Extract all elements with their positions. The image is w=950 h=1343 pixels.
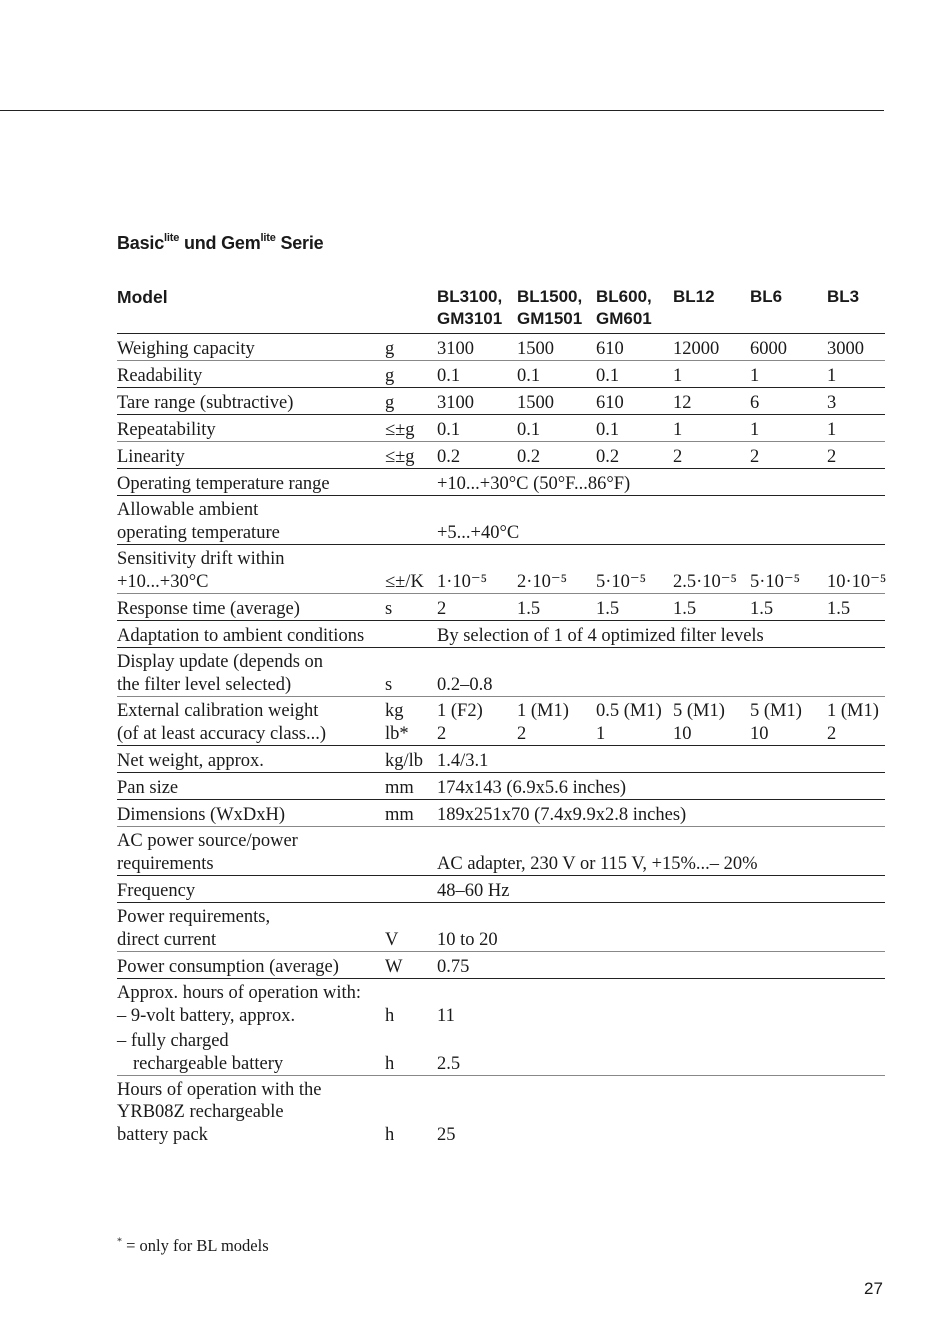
- spec-unit: W: [385, 952, 437, 979]
- spec-value: 6: [750, 388, 827, 415]
- spec-row: [117, 1076, 885, 1147]
- spec-label: [117, 594, 385, 621]
- spec-value: 2: [673, 442, 750, 469]
- spec-label-line: Power requirements,: [117, 907, 271, 927]
- spec-unit: [385, 876, 437, 903]
- spec-row: [117, 361, 885, 388]
- spec-value: 610: [596, 388, 673, 415]
- spec-label-line: Operating temperature range: [117, 473, 330, 494]
- spec-value: +10...+30°C (50°F...86°F): [437, 469, 885, 496]
- spec-label: [117, 746, 385, 773]
- spec-unit: s: [385, 594, 437, 621]
- spec-label-line: Response time (average): [117, 598, 300, 619]
- header-model: BL3100, GM3101: [437, 284, 517, 334]
- spec-label: [117, 469, 385, 496]
- spec-value: 12: [673, 388, 750, 415]
- spec-label: [117, 827, 385, 876]
- spec-value: [750, 697, 827, 746]
- spec-row: [117, 903, 885, 952]
- spec-label-line: Net weight, approx.: [117, 750, 264, 771]
- spec-value-line: 5 (M1): [673, 701, 725, 721]
- spec-label: [117, 1076, 385, 1147]
- spec-label-line: Power consumption (average): [117, 956, 339, 977]
- spec-row: [117, 746, 885, 773]
- spec-label: [117, 979, 385, 1028]
- spec-label-line: Tare range (subtractive): [117, 392, 294, 413]
- header-model: BL1500, GM1501: [517, 284, 596, 334]
- top-rule: [0, 110, 884, 111]
- spec-value: By selection of 1 of 4 optimized filter levels: [437, 621, 885, 648]
- spec-unit: g: [385, 334, 437, 361]
- footnote: * = only for BL models: [117, 1236, 269, 1255]
- spec-value: 1: [750, 361, 827, 388]
- spec-value: 3: [827, 388, 885, 415]
- header-model: BL3: [827, 284, 885, 334]
- spec-label-line: Frequency: [117, 880, 196, 901]
- spec-label-line: Linearity: [117, 446, 185, 467]
- spec-label-line: Allowable ambient: [117, 500, 259, 520]
- spec-label-line: operating temperature: [117, 522, 280, 543]
- header-row: [117, 284, 885, 334]
- spec-unit: V: [385, 903, 437, 952]
- spec-value: 5·10⁻⁵: [750, 545, 827, 594]
- spec-value: [673, 697, 750, 746]
- spec-label: [117, 1027, 385, 1076]
- spec-row: [117, 876, 885, 903]
- spec-value: 2.5: [437, 1027, 885, 1076]
- spec-value: AC adapter, 230 V or 115 V, +15%...– 20%: [437, 827, 885, 876]
- spec-value: 1500: [517, 334, 596, 361]
- spec-row: [117, 545, 885, 594]
- spec-unit: g: [385, 388, 437, 415]
- spec-label-line: Repeatability: [117, 419, 216, 440]
- spec-value: [596, 697, 673, 746]
- spec-value: 2.5·10⁻⁵: [673, 545, 750, 594]
- spec-value-line: 2: [517, 723, 527, 744]
- spec-unit: h: [385, 1027, 437, 1076]
- spec-label-line: (of at least accuracy class...): [117, 723, 327, 744]
- spec-value: 10 to 20: [437, 903, 885, 952]
- spec-value-line: 10: [673, 723, 692, 744]
- spec-value: 0.1: [517, 361, 596, 388]
- spec-value: 1: [827, 361, 885, 388]
- spec-label: [117, 952, 385, 979]
- spec-label: [117, 773, 385, 800]
- spec-value: 25: [437, 1124, 456, 1145]
- spec-row: [117, 621, 885, 648]
- header-unit: [385, 284, 437, 334]
- spec-label-line: External calibration weight: [117, 701, 319, 721]
- spec-row: [117, 334, 885, 361]
- spec-unit: mm: [385, 773, 437, 800]
- spec-label-line: Adaptation to ambient conditions: [117, 625, 365, 646]
- spec-value: 0.2: [596, 442, 673, 469]
- spec-value-line: 10: [750, 723, 769, 744]
- spec-unit: [385, 469, 437, 496]
- spec-value: 0.75: [437, 952, 885, 979]
- spec-unit: ≤±g: [385, 442, 437, 469]
- spec-label: [117, 415, 385, 442]
- spec-label-line: Weighing capacity: [117, 338, 255, 359]
- spec-value: 1.5: [827, 594, 885, 621]
- header-model: BL600, GM601: [596, 284, 673, 334]
- spec-value: 2·10⁻⁵: [517, 545, 596, 594]
- spec-value-line: 1 (M1): [517, 701, 569, 721]
- spec-value-line: 2: [827, 723, 837, 744]
- page-number: 27: [864, 1279, 883, 1298]
- spec-label-line: rechargeable battery: [133, 1053, 284, 1074]
- spec-value: 1.5: [596, 594, 673, 621]
- spec-value-line: 1 (M1): [827, 701, 879, 721]
- spec-value: 1.4/3.1: [437, 746, 885, 773]
- spec-label-line: +10...+30°C: [117, 571, 209, 592]
- spec-value: 0.1: [437, 415, 517, 442]
- spec-label-line: Dimensions (WxDxH): [117, 804, 286, 825]
- spec-row: [117, 1027, 885, 1076]
- spec-value: 1.5: [517, 594, 596, 621]
- spec-label: [117, 388, 385, 415]
- spec-value: +5...+40°C: [437, 496, 885, 545]
- spec-value: 3100: [437, 388, 517, 415]
- spec-unit: [385, 496, 437, 545]
- spec-row: [117, 773, 885, 800]
- spec-row: [117, 827, 885, 876]
- spec-row: [117, 388, 885, 415]
- spec-value: 610: [596, 334, 673, 361]
- spec-row: [117, 979, 885, 1028]
- spec-label: [117, 800, 385, 827]
- spec-row: [117, 697, 885, 746]
- spec-value: 0.2–0.8: [437, 648, 885, 697]
- spec-label-line: Pan size: [117, 777, 179, 798]
- spec-value: [827, 697, 885, 746]
- spec-value: 0.1: [517, 415, 596, 442]
- spec-value: 12000: [673, 334, 750, 361]
- spec-label-line: Display update (depends on: [117, 652, 324, 672]
- spec-row: [117, 442, 885, 469]
- spec-label-line: requirements: [117, 853, 214, 874]
- spec-label-line: Approx. hours of operation with:: [117, 983, 362, 1003]
- spec-value-line: 5 (M1): [750, 701, 802, 721]
- spec-unit-line: lb*: [385, 723, 409, 744]
- spec-value-line: 1 (F2): [437, 701, 483, 721]
- spec-label: [117, 876, 385, 903]
- spec-label-line: battery pack: [117, 1124, 208, 1145]
- spec-unit: mm: [385, 800, 437, 827]
- spec-unit: ≤±g: [385, 415, 437, 442]
- specifications-table: [117, 284, 885, 1146]
- header-label: Model: [117, 284, 385, 334]
- spec-value: 0.1: [596, 415, 673, 442]
- spec-value: 1500: [517, 388, 596, 415]
- spec-label: [117, 545, 385, 594]
- spec-unit-line: kg: [385, 701, 404, 721]
- spec-value-line: 2: [437, 723, 447, 744]
- spec-label: [117, 697, 385, 746]
- spec-label: [117, 442, 385, 469]
- spec-value-line: 0.5 (M1): [596, 701, 662, 721]
- spec-label: [117, 621, 385, 648]
- spec-row: [117, 594, 885, 621]
- spec-row: [117, 800, 885, 827]
- spec-value: 1: [673, 361, 750, 388]
- spec-unit: g: [385, 361, 437, 388]
- spec-value: 48–60 Hz: [437, 876, 885, 903]
- spec-unit: ≤±/K: [385, 545, 437, 594]
- spec-label: [117, 361, 385, 388]
- spec-unit: h: [385, 1124, 395, 1145]
- spec-value: 189x251x70 (7.4x9.9x2.8 inches): [437, 800, 885, 827]
- spec-value: 2: [827, 442, 885, 469]
- spec-unit: kg/lb: [385, 746, 437, 773]
- spec-value: 2: [437, 594, 517, 621]
- spec-row: [117, 415, 885, 442]
- spec-value: 10·10⁻⁵: [827, 545, 885, 594]
- spec-label-line: Hours of operation with the: [117, 1079, 322, 1100]
- spec-value: 1: [827, 415, 885, 442]
- spec-unit: [385, 827, 437, 876]
- spec-label-line: YRB08Z rechargeable: [117, 1102, 284, 1122]
- spec-label-line: AC power source/power: [117, 831, 298, 851]
- spec-unit: [385, 697, 437, 746]
- spec-label-line: Sensitivity drift within: [117, 549, 285, 569]
- spec-value: 1.5: [673, 594, 750, 621]
- spec-value: 0.1: [596, 361, 673, 388]
- spec-label-line: – 9-volt battery, approx.: [117, 1005, 296, 1026]
- spec-label: [117, 903, 385, 952]
- spec-value: 3100: [437, 334, 517, 361]
- spec-row: [117, 648, 885, 697]
- spec-row: [117, 469, 885, 496]
- spec-label: [117, 496, 385, 545]
- header-model: BL6: [750, 284, 827, 334]
- spec-value: 174x143 (6.9x5.6 inches): [437, 773, 885, 800]
- spec-value: 6000: [750, 334, 827, 361]
- spec-label: [117, 334, 385, 361]
- section-title: Basic$^{lite}$ und Gem$^{lite}$ Serie: [117, 232, 324, 253]
- spec-label-line: direct current: [117, 929, 217, 950]
- spec-label-line: the filter level selected): [117, 674, 292, 695]
- spec-unit: s: [385, 648, 437, 697]
- spec-unit: [385, 621, 437, 648]
- spec-value: 1·10⁻⁵: [437, 545, 517, 594]
- spec-value: 1.5: [750, 594, 827, 621]
- spec-unit: h: [385, 1005, 395, 1026]
- header-model: BL12: [673, 284, 750, 334]
- spec-value: 3000: [827, 334, 885, 361]
- spec-value: [517, 697, 596, 746]
- spec-value: 1: [673, 415, 750, 442]
- spec-value-line: 1: [596, 723, 606, 744]
- spec-label-line: – fully charged: [117, 1031, 229, 1051]
- spec-label: [117, 648, 385, 697]
- spec-row: [117, 496, 885, 545]
- spec-value: 0.2: [437, 442, 517, 469]
- spec-label-line: Readability: [117, 365, 203, 386]
- spec-value: 5·10⁻⁵: [596, 545, 673, 594]
- spec-value: 11: [437, 1005, 455, 1026]
- spec-value: 0.2: [517, 442, 596, 469]
- spec-value: 2: [750, 442, 827, 469]
- spec-value: 1: [750, 415, 827, 442]
- spec-row: [117, 952, 885, 979]
- spec-value: 0.1: [437, 361, 517, 388]
- spec-value: [437, 697, 517, 746]
